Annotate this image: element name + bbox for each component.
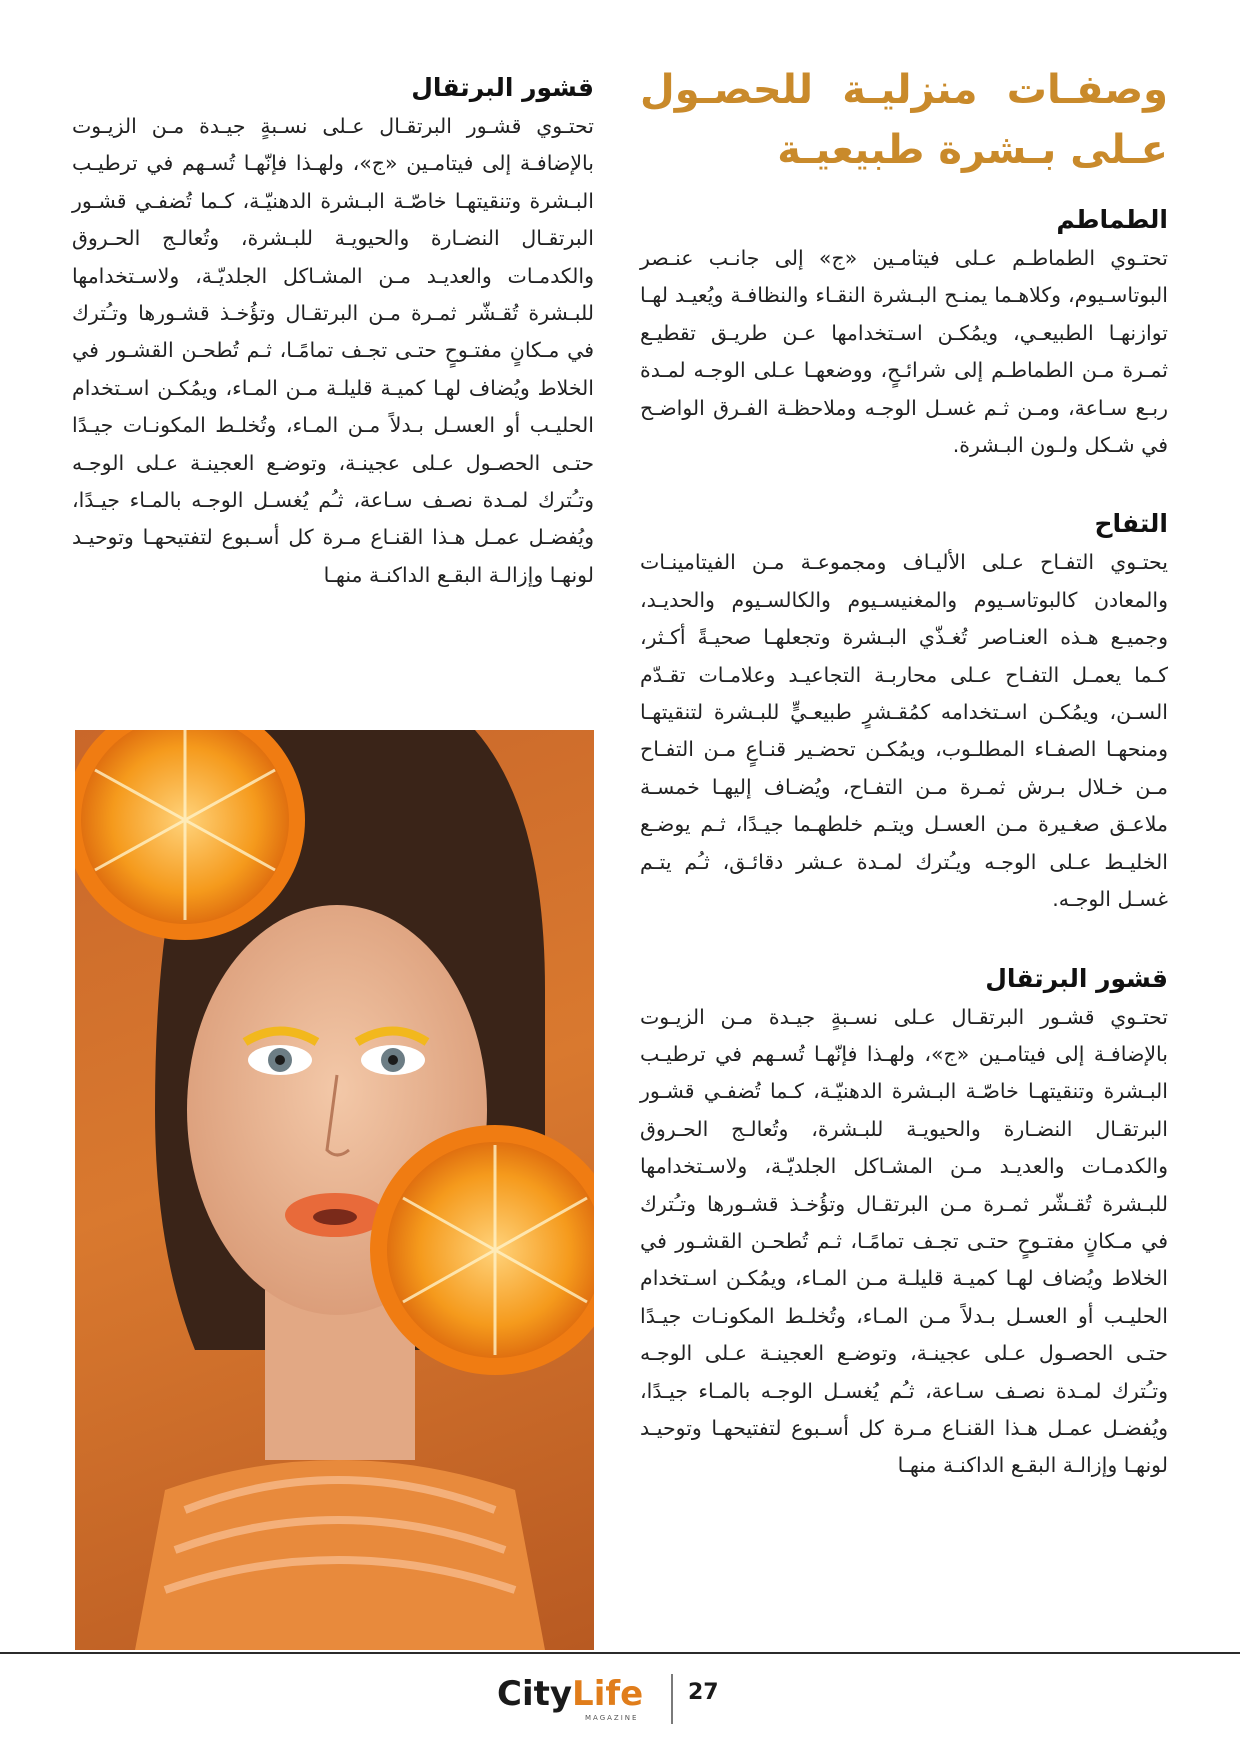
section-text-tomato: تحتـوي الطماطـم عـلى فيتامـين «ج» إلى جانـب عنـصر البوتاسـيوم، وكلاهـما يمنـح البـشرة النقـاء والنظافـة ويُعيـد لهـا توازنهـا الطبيعـي، ويمُكـن اسـتخدامها عـن طريـق تقطيـع ثمـرة مـن الطماطـم إلى شرائـحٍ، ووضعهـا عـلى الوجـه لمـدة ربـع سـاعة، ومـن ثـم غسـل الوجـه وملاحظـة الفـرق الواضـح في شـكل ولـون البـشرة. bbox=[640, 246, 1168, 458]
left-section-heading: قشور البرتقال bbox=[411, 73, 594, 102]
section-heading-apple: التفاح bbox=[1094, 509, 1168, 539]
right-column bbox=[640, 60, 1168, 1485]
footer-divider bbox=[0, 1652, 1240, 1654]
logo-life-text: Life bbox=[572, 1674, 644, 1714]
necklace-shape bbox=[135, 1460, 545, 1650]
left-section-text: تحتـوي قشـور البرتقـال عـلى نسـبةٍ جيـدة مـن الزيـوت بالإضافـة إلى فيتامـين «ج»، ولهـذا فإنّهـا تُسـهم في ترطيـب البـشرة وتنقيتهـا خاصّـة البـشرة الدهنيّـة، كـما تُضفـي قشـور البرتقـال النضـارة والحيويـة للبـشرة، وتُعالـج الحـروق والكدمـات والعديـد مـن المشـاكل الجلديّـة، ولاسـتخدامها للبـشرة تُقـشّر ثمـرة مـن البرتقـال وتؤُخـذ قشـورها وتـُترك في مـكانٍ مفتـوحٍ حتـى تجـف تمامًـا، ثـم تُطحـن القشـور في الخلاط ويُضاف لهـا كميـة قليلـة مـن المـاء، ويمُكـن اسـتخدام الحليـب أو العسـل بـدلاً مـن المـاء، وتُخلـط المكونـات جيـدًا حتـى الحصـول عـلى عجينـة، وتوضـع العجينـة عـلى الوجـه وتـُترك لمـدة نصـف سـاعة، ثـُم يُغسـل الوجـه بالمـاء جيـدًا، ويُفضـل عمـل هـذا القنـاع مـرة كل أسـبوع لتفتيحهـا وتوحيـد لونهـا وإزالـة البقـع الداكنـة منهـا bbox=[72, 114, 594, 587]
left-column bbox=[72, 70, 594, 594]
section-heading-tomato: الطماطم bbox=[1056, 205, 1168, 234]
section-text-apple: يحتـوي التفـاح عـلى الأليـاف ومجموعـة مـن الفيتامينـات والمعادن كالبوتاسـيوم والمغنيسـيوم والكالسـيوم والحديـد، وجميـع هـذه العنـاصر تُغـذّي البـشرة وتجعلهـا صحيـةً أكـثر، كـما يعمـل التفـاح عـلى محاربـة التجاعيـد وعلامـات تقـدّم السـن، ويمُكـن اسـتخدامه كمُقـشرٍ طبيعـيٍّ للبـشرة لتنقيتهـا ومنحهـا الصفـاء المطلـوب، ويمُكـن تحضـير قنـاعٍ مـن التفـاح مـن خـلال بـرش ثمـرة مـن التفـاح، ويُضـاف إليهـا خمسـة ملاعـق صغـيرة مـن العسـل ويتـم خلطهـما جيـدًا، ثـم يوضـع الخليـط عـلى الوجـه ويـُترك لمـدة عـشر دقائـق، ثـُم يتـم غسـل الوجـه. bbox=[640, 550, 1168, 912]
logo-city-text: City bbox=[497, 1674, 573, 1714]
section-gap bbox=[640, 919, 1168, 961]
article-title: وصفـات منزليـة للحصـول عـلى بـشرة طبيعيـة bbox=[640, 67, 1168, 173]
page-number: 27 bbox=[688, 1680, 719, 1705]
logo-magazine-text: MAGAZINE bbox=[585, 1714, 639, 1722]
citylife-logo bbox=[497, 1672, 643, 1716]
page-footer bbox=[0, 1668, 1240, 1738]
section-gap bbox=[640, 464, 1168, 506]
model-orange-photo bbox=[75, 730, 594, 1650]
photo-illustration bbox=[75, 730, 594, 1650]
section-heading-orange-peel: قشور البرتقال bbox=[985, 963, 1168, 993]
footer-separator bbox=[671, 1674, 673, 1724]
section-text-orange-peel: تحتـوي قشـور البرتقـال عـلى نسـبةٍ جيـدة مـن الزيـوت بالإضافـة إلى فيتامـين «ج»، ولهـذا فإنّهـا تُسـهم في ترطيـب البـشرة وتنقيتهـا خاصّـة البـشرة الدهنيّـة، كـما تُضفـي قشـور البرتقـال النضـارة والحيويـة للبـشرة، وتُعالـج الحـروق والكدمـات والعديـد مـن المشـاكل الجلديّـة، ولاسـتخدامها للبـشرة تُقـشّر ثمـرة مـن البرتقـال وتؤُخـذ قشـورها وتـُترك في مـكانٍ مفتـوحٍ حتـى تجـف تمامًـا، ثـم تُطحـن القشـور في الخلاط ويُضاف لهـا كميـة قليلـة مـن المـاء، ويمُكـن اسـتخدام الحليـب أو العسـل بـدلاً مـن المـاء، وتُخلـط المكونـات جيـدًا حتـى الحصـول عـلى عجينـة، وتوضـع العجينـة عـلى الوجـه وتـُترك لمـدة نصـف سـاعة، ثـُم يُغسـل الوجـه بالمـاء جيـدًا، ويُفضـل عمـل هـذا القنـاع مـرة كل أسـبوع لتفتيحهـا وتوحيـد لونهـا وإزالـة البقـع الداكنـة منهـا bbox=[640, 1004, 1168, 1478]
